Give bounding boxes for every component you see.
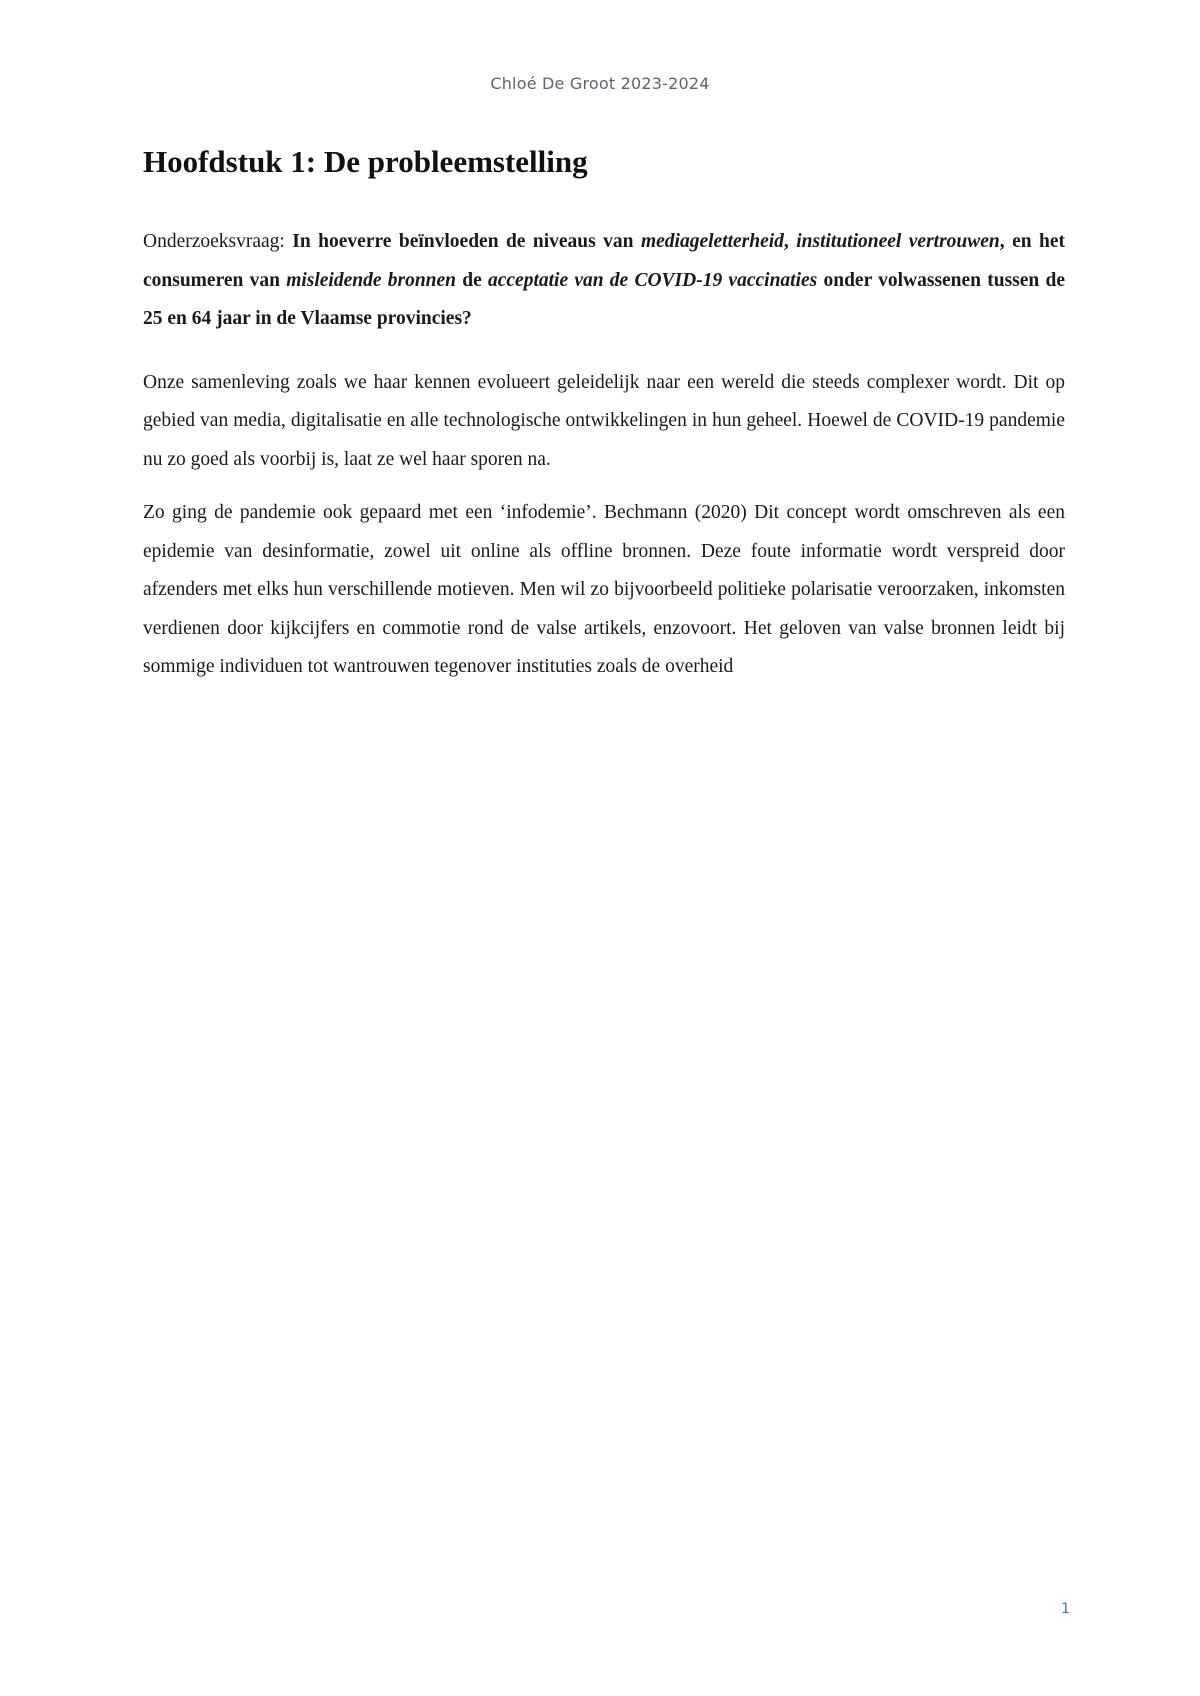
page-body — [143, 142, 1065, 687]
rq-segment: onder volwassenen tussen de 25 en 64 jaar in de Vlaamse provincies? — [143, 269, 1065, 329]
research-question — [143, 223, 1065, 339]
rq-segment: In hoeverre beïnvloeden de niveaus van — [292, 231, 641, 252]
body-paragraph-2: Zo ging de pandemie ook gepaard met een ‘infodemie’. Bechmann (2020) Dit concept wordt omschreven als een epidemie van desinformatie, zowel uit online als offline bronnen. Deze foute informatie wordt verspreid door afzenders met elks hun verschillende motieven. Men wil zo bijvoorbeeld politieke polarisatie veroorzaken, inkomsten verdienen door kijkcijfers en commotie rond de valse artikels, enzovoort. Het geloven van valse bronnen leidt bij sommige individuen tot wantrouwen tegenover instituties zoals de overheid — [143, 502, 1065, 677]
chapter-title: Hoofdstuk 1: De probleemstelling — [143, 144, 588, 179]
rq-segment: de — [456, 269, 488, 291]
page-header: Chloé De Groot 2023-2024 — [490, 74, 710, 93]
body-paragraph-1: Onze samenleving zoals we haar kennen evolueert geleidelijk naar een wereld die steeds complexer wordt. Dit op gebied van media, digitalisatie en alle technologische ontwikkelingen in hun geheel. Hoewel de COVID-19 pandemie nu zo goed als voorbij is, laat ze wel haar sporen na. — [143, 371, 1065, 470]
rq-segment-italic: mediageletterheid — [640, 231, 784, 252]
research-question-label: Onderzoeksvraag: — [143, 231, 285, 252]
rq-segment: , — [783, 231, 797, 252]
rq-segment: , en het consumeren van — [143, 231, 1066, 291]
rq-segment-italic: institutioneel vertrouwen — [796, 231, 1000, 252]
rq-segment-italic: acceptatie van de COVID-19 vaccinaties — [487, 269, 818, 291]
rq-segment-italic: misleidende bronnen — [286, 269, 457, 291]
page-number: 1 — [1061, 1601, 1070, 1617]
